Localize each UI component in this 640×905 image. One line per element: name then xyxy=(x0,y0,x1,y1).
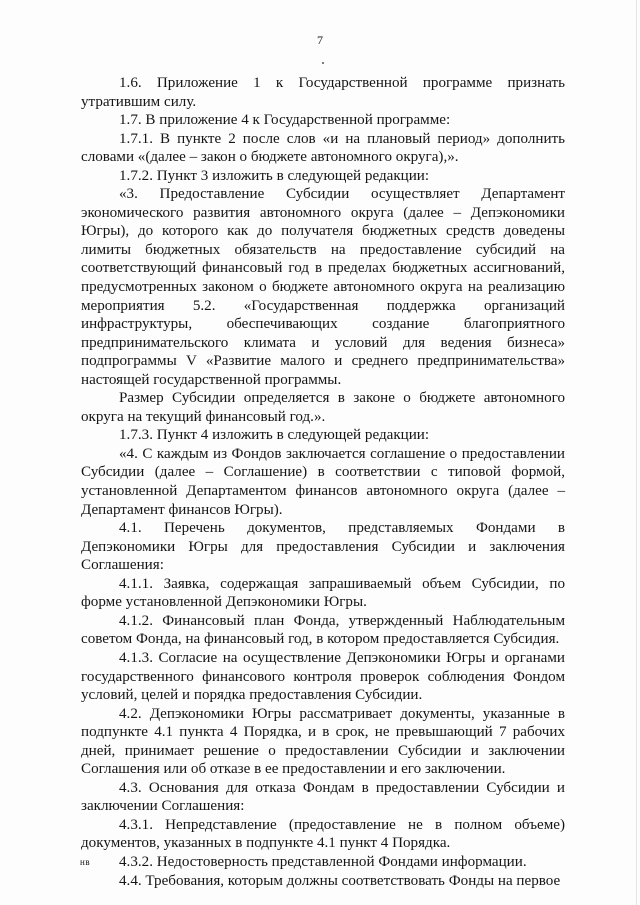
footer-mark: нв xyxy=(80,857,91,867)
paragraph-4-2: 4.2. Депэкономики Югры рассматривает документы, указанные в подпункте 4.1 пункта 4 Порядка, и в срок, не превышающий 7 рабочих дней, принимает решение о предоставлении Субсидии и заключении Соглашения или об отказе в ее предоставлении и его заключении. xyxy=(81,705,565,778)
paragraph-1-6: 1.6. Приложение 1 к Государственной программе признать утратившим силу. xyxy=(81,75,565,110)
scan-edge-line xyxy=(636,0,637,905)
paragraph-1-7: 1.7. В приложение 4 к Государственной программе: xyxy=(119,112,451,129)
paragraph-4-3: 4.3. Основания для отказа Фондам в предоставлении Субсидии и заключении Соглашения: xyxy=(81,779,565,815)
paragraph-4-1-2: 4.1.2. Финансовый план Фонда, утвержденный Наблюдательным советом Фонда, на финансовый год, в котором предоставляется Субсидия. xyxy=(81,612,565,648)
paragraph-4-4: 4.4. Требования, которым должны соответствовать Фонды на первое xyxy=(119,872,561,889)
document-body xyxy=(81,74,565,890)
paragraph-1-7-2: 1.7.2. Пункт 3 изложить в следующей редакции: xyxy=(119,167,430,184)
paragraph-4-1-1: 4.1.1. Заявка, содержащая запрашиваемый объем Субсидии, по форме установленной Депэкономики Югры. xyxy=(81,575,565,611)
page-number: 7 xyxy=(317,33,323,47)
scan-speck xyxy=(322,62,324,64)
paragraph-1-7-1: 1.7.1. В пункте 2 после слов «и на плановый период» дополнить словами «(далее – закон о бюджете автономного округа),». xyxy=(81,130,565,166)
paragraph-point-4: «4. С каждым из Фондов заключается соглашение о предоставлении Субсидии (далее – Соглашение) в соответствии с типовой формой, установленной Департаментом финансов автономного округа (далее – Департамент финансов Югры). xyxy=(81,445,565,518)
paragraph-4-3-2: 4.3.2. Недостоверность представленной Фондами информации. xyxy=(119,853,527,870)
paragraph-4-1: 4.1. Перечень документов, представляемых Фондами в Депэкономики Югры для предоставления Субсидии и заключения Соглашения: xyxy=(81,520,565,574)
paragraph-point-3: «3. Предоставление Субсидии осуществляет Департамент экономического развития автономного округа (далее – Депэкономики Югры), до которого как до получателя бюджетных средств доведены лимиты бюджетных обязательств на предоставление субсидий на соответствующий финансовый год в пределах бюджетных ассигнований, предусмотренных законом о бюджете автономного округа на реализацию мероприятия 5.2. «Государственная поддержка организаций инфраструктуры, обеспечивающих создание благоприятного предпринимательского климата и условий для ведения бизнеса» подпрограммы V «Развитие малого и среднего предпринимательства» настоящей государственной программы. xyxy=(81,186,565,388)
paragraph-4-1-3: 4.1.3. Согласие на осуществление Депэкономики Югры и органами государственного финансового контроля проверок соблюдения Фондом условий, целей и порядка предоставления Субсидии. xyxy=(81,649,565,704)
paragraph-4-3-1: 4.3.1. Непредставление (предоставление не в полном объеме) документов, указанных в подпункте 4.1 пункт 4 Порядка. xyxy=(81,816,565,852)
paragraph-1-7-3: 1.7.3. Пункт 4 изложить в следующей редакции: xyxy=(119,427,430,444)
paragraph-subsidy-size: Размер Субсидии определяется в законе о бюджете автономного округа на текущий финансовый год.». xyxy=(81,390,565,425)
